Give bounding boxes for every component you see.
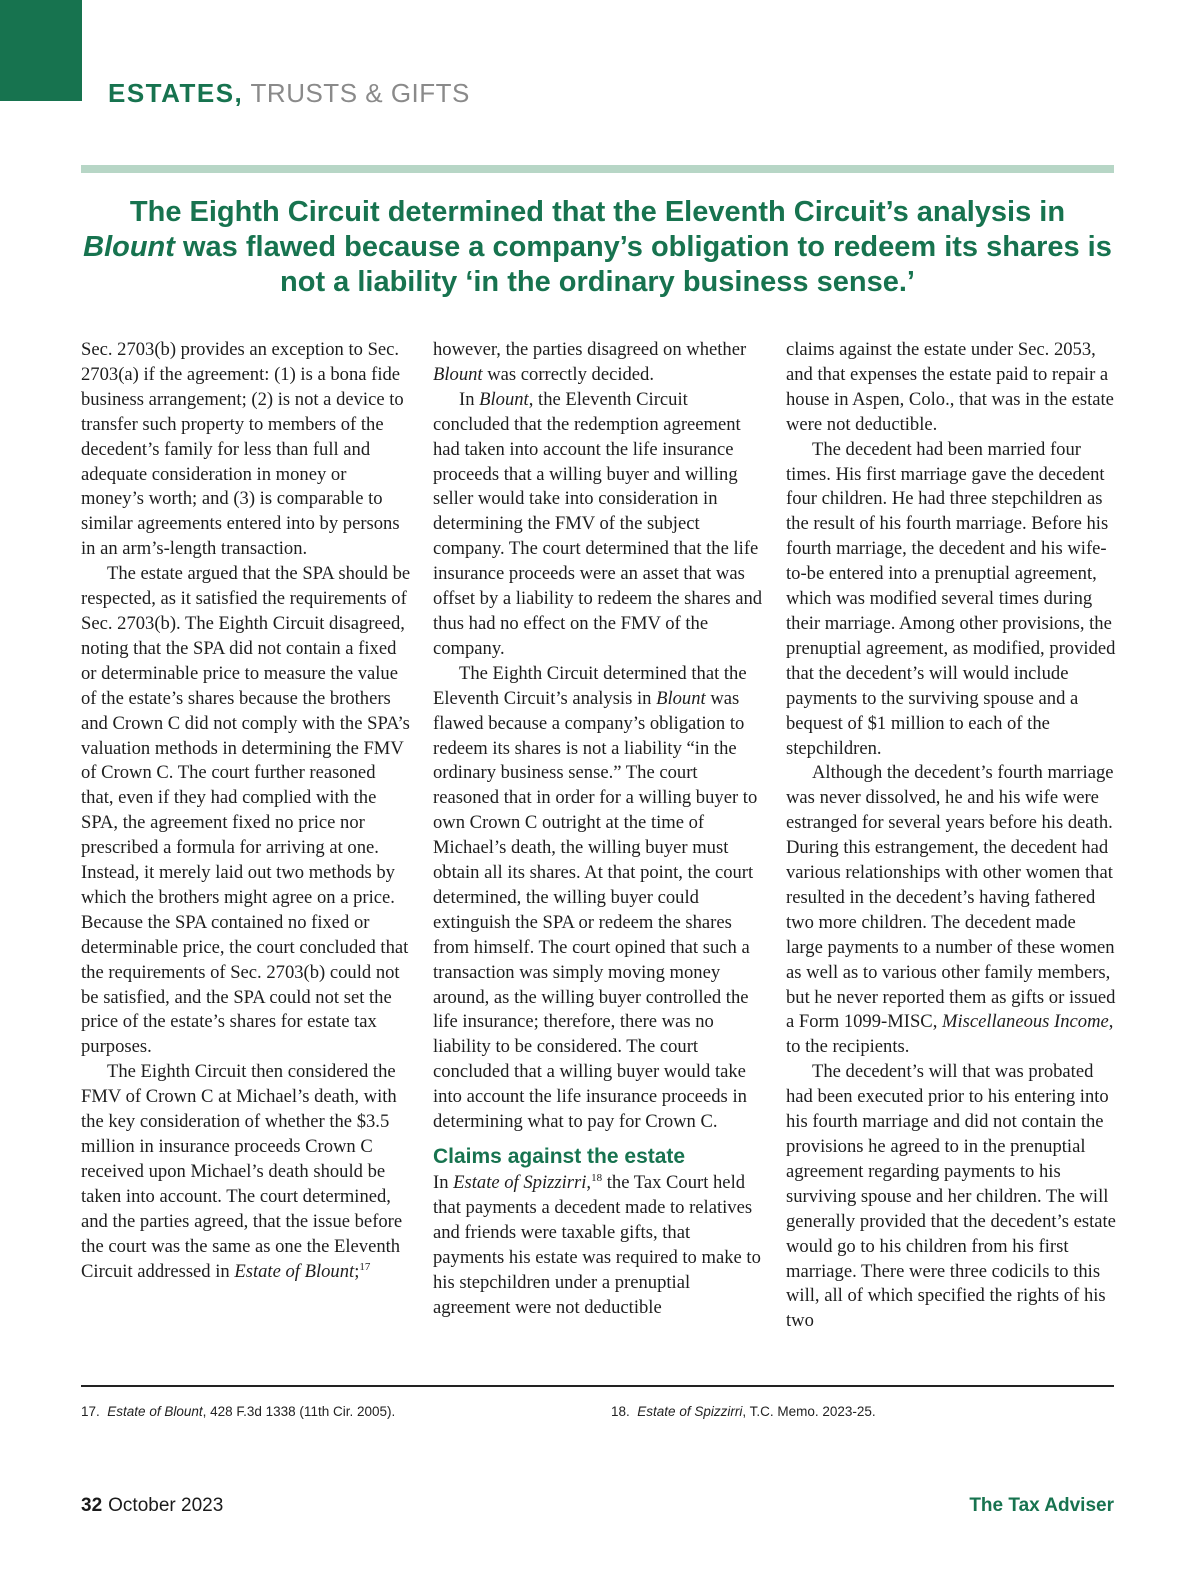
column-1 bbox=[81, 338, 411, 1284]
col1-paragraph-2: The estate argued that the SPA should be respected, as it satisfied the requirements of Sec. 2703(b). The Eighth Circuit disagreed, noting that the SPA did not contain a fixed or determinable price to measure the value of the estate’s shares because the brothers and Crown C did not comply with the SPA’s valuation methods in determining the FMV of Crown C. The court further reasoned that, even if they had complied with the SPA, the agreement fixed no price nor prescribed a formula for arriving at one. Instead, it merely laid out two methods by which the brothers might agree on a price. Because the SPA contained no fixed or determinable price, the court concluded that the requirements of Sec. 2703(b) could not be satisfied, and the SPA could not set the price of the estate’s shares for estate tax purposes. bbox=[81, 563, 411, 1058]
pull-quote-rule bbox=[81, 165, 1114, 173]
col1-paragraph-1: Sec. 2703(b) provides an exception to Sec. 2703(a) if the agreement: (1) is a bona fide business arrangement; (2) is not a device to transfer such property to members of the decedent’s family for less than full and adequate consideration in money or money’s worth; and (3) is comparable to similar agreements entered into by persons in an arm’s-length transaction. bbox=[81, 339, 404, 560]
pull-quote-italic: Blount bbox=[83, 231, 175, 263]
col2-paragraph-4: In Estate of Spizzirri,$^{18}$ the Tax Court held that payments a decedent made to relatives and friends were taxable gifts, that payments his estate was required to make to his stepchildren under a prenuptial agreement were not deductible bbox=[433, 1172, 761, 1318]
footnote-rule bbox=[81, 1385, 1114, 1387]
subheading-claims: Claims against the estate bbox=[433, 1145, 686, 1168]
publication-name: The Tax Adviser bbox=[969, 1495, 1114, 1516]
col2-paragraph-2: In Blount, the Eleventh Circuit concluded that the redemption agreement had taken into account the life insurance proceeds that a willing buyer and willing seller would take into consideration in determining the FMV of the subject company. The court determined that the life insurance proceeds were an asset that was offset by a liability to redeem the shares and thus had no effect on the FMV of the company. bbox=[433, 388, 763, 659]
section-header-bold: ESTATES, bbox=[108, 78, 244, 108]
page-number: 32 bbox=[81, 1495, 103, 1516]
col1-paragraph-3: The Eighth Circuit then considered the FMV of Crown C at Michael’s death, with the key consideration of whether the $3.5 million in insurance proceeds Crown C received upon Michael’s death should be taken into account. The court determined, and the parties agreed, that the issue before the court was the same as one the Eleventh Circuit addressed in Estate of Blount;$^{17}$ bbox=[81, 1061, 403, 1282]
page-footer-left bbox=[81, 1495, 223, 1517]
pull-quote-text-2: was flawed because a company’s obligation to redeem its shares is not a liability ‘in the ordinary business sense.’ bbox=[174, 231, 1112, 298]
footnote-17: 17. Estate of Blount, 428 F.3d 1338 (11th Cir. 2005). bbox=[81, 1404, 396, 1419]
footnote-ref-17: 17 bbox=[359, 1260, 371, 1273]
column-3 bbox=[786, 338, 1116, 1334]
col3-paragraph-4: The decedent’s will that was probated had been executed prior to his entering into his fourth marriage and did not contain the provisions he agreed to in the prenuptial agreement regarding payments to his surviving spouse and her children. The will generally provided that the decedent’s estate would go to his children from his first marriage. There were three codicils to this will, all of which specified the rights of his two bbox=[786, 1061, 1116, 1332]
col3-paragraph-2: The decedent had been married four times. His first marriage gave the decedent four children. He had three stepchildren as the result of his fourth marriage. Before his fourth marriage, the decedent and his wife-to-be entered into a prenuptial agreement, which was modified several times during their marriage. Among other provisions, the prenuptial agreement, as modified, provided that the decedent’s will would include payments to the surviving spouse and a bequest of $1 million to each of the stepchildren. bbox=[786, 438, 1116, 759]
section-header-light: TRUSTS & GIFTS bbox=[243, 78, 470, 108]
col2-paragraph-1: however, the parties disagreed on whether Blount was correctly decided. bbox=[433, 339, 747, 385]
col3-paragraph-1: claims against the estate under Sec. 2053, and that expenses the estate paid to repair a house in Aspen, Colo., that was in the estate were not deductible. bbox=[786, 339, 1114, 435]
footnote-ref-18: 18 bbox=[591, 1172, 603, 1184]
col3-paragraph-3: Although the decedent’s fourth marriage was never dissolved, he and his wife were estranged for several years before his death. During this estrangement, the decedent had various relationships with other women that resulted in the decedent’s having fathered two more children. The decedent made large payments to a number of these women as well as to various other family members, but he never reported them as gifts or issued a Form 1099-MISC, Miscellaneous Income, to the recipients. bbox=[786, 762, 1116, 1058]
column-2 bbox=[433, 338, 763, 1320]
issue-date: October 2023 bbox=[108, 1495, 224, 1516]
section-header bbox=[108, 76, 470, 110]
col2-paragraph-3: The Eighth Circuit determined that the Eleventh Circuit’s analysis in Blount was flawed because a company’s obligation to redeem its shares is not a liability “in the ordinary business sense.” The court reasoned that in order for a willing buyer to own Crown C outright at the time of Michael’s death, the willing buyer must obtain all its shares. At that point, the court determined, the willing buyer could extinguish the SPA or redeem the shares from himself. The court opined that such a transaction was simply moving money around, as the willing buyer controlled the life insurance; therefore, there was no liability to be considered. The court concluded that a willing buyer would take into account the life insurance proceeds in determining what to pay for Crown C. bbox=[433, 662, 758, 1133]
pull-quote bbox=[81, 195, 1114, 300]
corner-color-block bbox=[0, 0, 82, 101]
footnote-18: 18. Estate of Spizzirri, T.C. Memo. 2023-25. bbox=[611, 1404, 876, 1419]
pull-quote-text-1: The Eighth Circuit determined that the Eleventh Circuit’s analysis in bbox=[129, 196, 1066, 228]
